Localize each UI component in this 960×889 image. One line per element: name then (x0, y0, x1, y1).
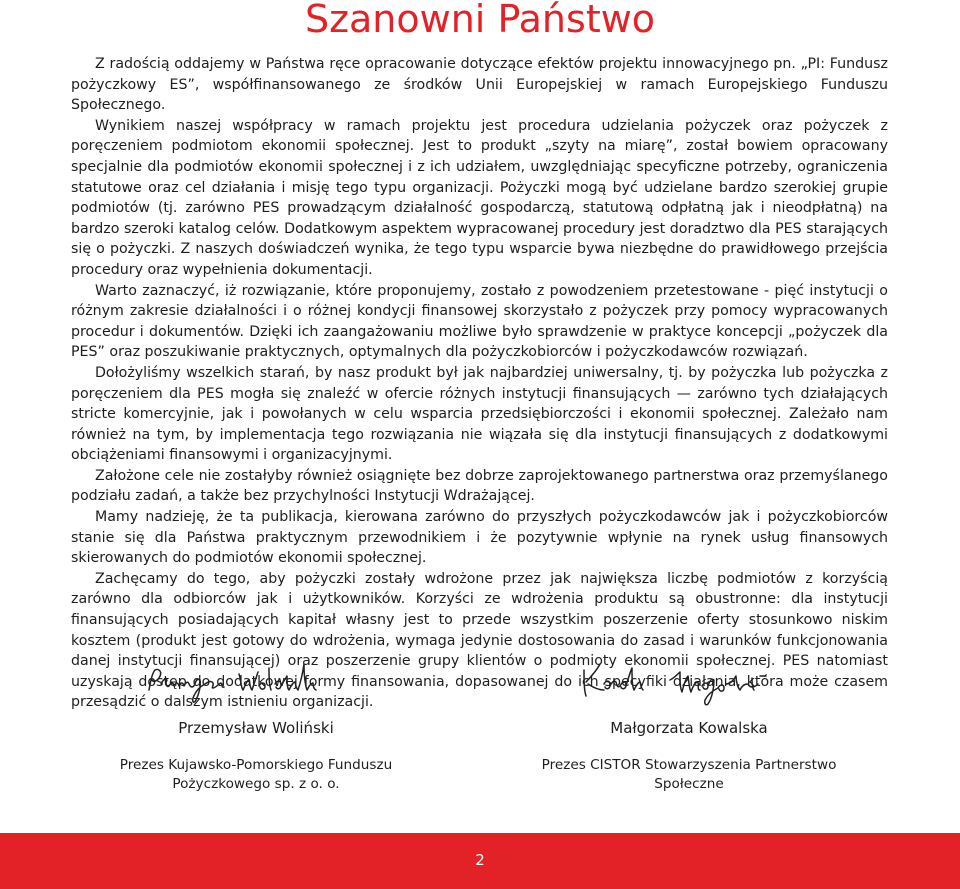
paragraph-procedure: Wynikiem naszej współpracy w ramach projektu jest procedura udzielania pożyczek oraz pożyczek z poręczeniem podmiotom ekonomii społecznej. Jest to produkt „szyty na miarę”, został bowiem opracowany specjalnie dla podmiotów ekonomii społecznej i z ich udziałem, uwzględniając specyficzne potrzeby, ograniczenia statutowe oraz cel działania i misję tego typu organizacji. Pożyczki mogą być udzielane bardzo szerokiej grupie podmiotów (tj. zarówno PES prowadzącym działalność gospodarczą, statutową odpłatną jak i nieodpłatną) na bardzo szeroki katalog celów. Dodatkowym aspektem wypracowanej procedury jest doradztwo dla PES starających się o pożyczki. Z naszych doświadczeń wynika, że tego typu wsparcie bywa niezbędne do prawidłowego przejścia procedury oraz wypełnienia dokumentacji. (71, 117, 888, 278)
paragraph-testing: Warto zaznaczyć, iż rozwiązanie, które proponujemy, zostało z powodzeniem przetestowane - pięć instytucji o różnym zakresie działalności i o różnej kondycji finansowej skorzystało z pożyczek przy pomocy wypracowanych procedur i dokumentów. Dzięki ich zaangażowaniu możliwe było sprawdzenie w praktyce koncepcji „pożyczek dla PES” oraz poszukiwanie praktycznych, optymalnych dla pożyczkobiorców i pożyczkodawców rozwiązań. (71, 282, 888, 361)
signatory-role-left-line1: Prezes Kujawsko-Pomorskiego Funduszu (119, 757, 393, 773)
letter-body (71, 54, 888, 713)
paragraph-partnership: Założone cele nie zostałyby również osiągnięte bez dobrze zaprojektowanego partnerstwa oraz przemyślanego podziału zadań, a także bez przychylności Instytucji Wdrażającej. (71, 467, 888, 505)
signatory-role-right (530, 756, 848, 794)
handwritten-signature-right (574, 650, 804, 710)
page-title: Szanowni Państwo (304, 0, 656, 41)
page-footer-bar (0, 833, 960, 889)
paragraph-encouragement: Zachęcamy do tego, aby pożyczki zostały wdrożone przez jak największa liczbę podmiotów z korzyścią zarówno dla odbiorców jak i użytkowników. Korzyści ze wdrożenia produktu są obustronne: dla instytucji finansujących posiadających kapitał własny jest to przede wszystkim poszerzenie oferty stosunkowo niskim kosztem (produkt jest gotowy do wdrożenia, wymaga jedynie dostosowania do zasad i warunków funkcjonowania danej instytucji finansującej) oraz poszerzenie grupy klientów o podmioty ekonomii społecznej. PES natomiast uzyskają dostęp do dodatkowej formy finansowania, dopasowanej do ich specyfiki działania, która może czasem przesądzić o dalszym istnieniu organizacji. (71, 570, 888, 711)
paragraph-hope: Mamy nadzieję, że ta publikacja, kierowana zarówno do przyszłych pożyczkodawców jak i pożyczkobiorców stanie się dla Państwa praktycznym przewodnikiem i że pozytywnie wpłynie na rynek usług finansowych skierowanych do podmiotów ekonomii społecznej. (71, 509, 888, 567)
paragraph-intro: Z radością oddajemy w Państwa ręce opracowanie dotyczące efektów projektu innowacyjnego pn. „PI: Fundusz pożyczkowy ES”, współfinansowanego ze środków Unii Europejskiej w ramach Europejskiego Funduszu Społecznego. (71, 56, 888, 114)
signatory-name-left: Przemysław Woliński (178, 719, 334, 737)
signatory-role-left-line2: Pożyczkowego sp. z o. o. (172, 776, 340, 792)
handwritten-signature-left (141, 650, 371, 710)
signature-block-right (530, 650, 848, 794)
signatory-role-right-line1: Prezes CISTOR Stowarzyszenia Partnerstwo (541, 757, 837, 773)
paragraph-universality: Dołożyliśmy wszelkich starań, by nasz produkt był jak najbardziej uniwersalny, tj. by pożyczka lub pożyczka z poręczeniem dla PES mogła się znaleźć w ofercie różnych instytucji finansujących — zarówno tych działających stricte komercyjnie, jak i powołanych w celu wsparcia przedsiębiorczości i ekonomii społecznej. Zależało nam również na tym, by implementacja tego rozwiązania nie wiązała się dla instytucji finansujących z dodatkowymi obciążeniami finansowymi i organizacyjnymi. (71, 364, 888, 464)
signatory-role-left (108, 756, 404, 794)
page-number: 2 (475, 851, 485, 869)
signatory-role-right-line2: Społeczne (654, 776, 724, 792)
signature-block-left (108, 650, 404, 794)
signatory-name-right: Małgorzata Kowalska (610, 719, 768, 737)
